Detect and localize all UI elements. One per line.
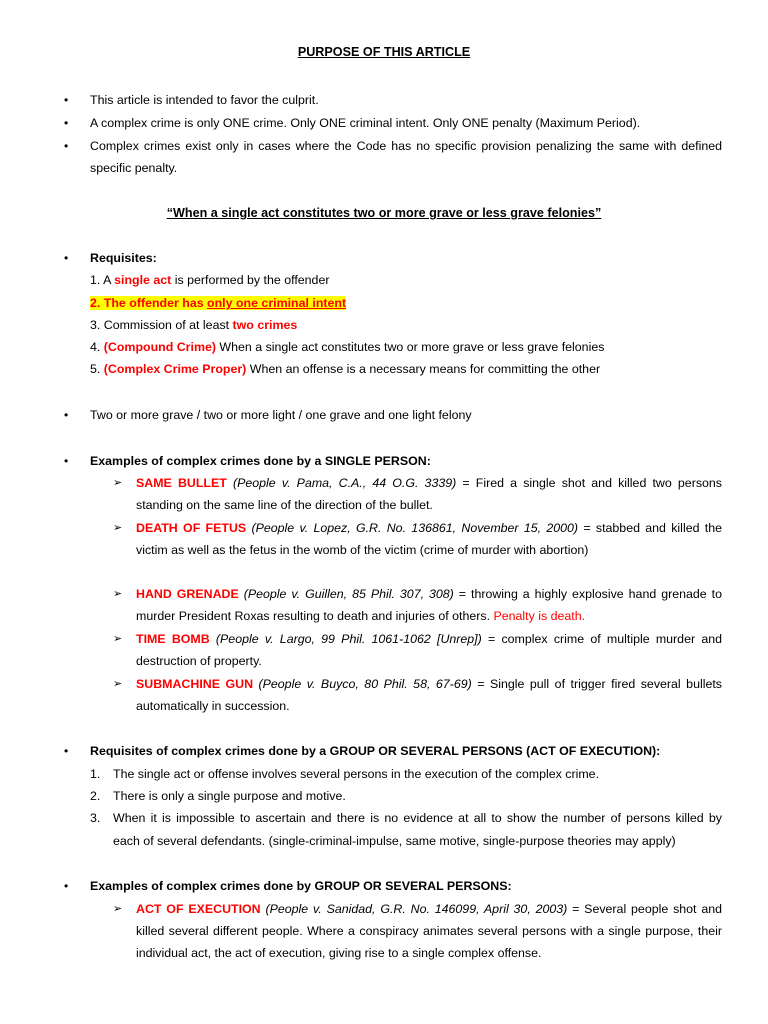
example-time-bomb-cont: destruction of property. xyxy=(136,654,262,668)
example-hand-grenade-cont: murder President Roxas resulting to death and injuries of others. Penalty is death. xyxy=(136,609,586,623)
arrow-bullet-icon: ➢ xyxy=(113,588,123,600)
bullet-icon: • xyxy=(64,139,69,153)
group-requisite-3-cont: each of several defendants. (single-criminal-impulse, same motive, single-purpose theories may apply) xyxy=(113,834,676,848)
list-number: 3. xyxy=(90,811,101,825)
section-subtitle: “When a single act constitutes two or more grave or less grave felonies” xyxy=(166,206,602,220)
group-requisite-1: The single act or offense involves several persons in the execution of the complex crime. xyxy=(113,767,600,781)
list-number: 1. xyxy=(90,767,101,781)
article-title: PURPOSE OF THIS ARTICLE xyxy=(297,45,471,59)
arrow-bullet-icon: ➢ xyxy=(113,633,123,645)
bullet-icon: • xyxy=(64,116,69,130)
felony-types-line: Two or more grave / two or more light / one grave and one light felony xyxy=(90,408,472,422)
arrow-bullet-icon: ➢ xyxy=(113,903,123,915)
arrow-bullet-icon: ➢ xyxy=(113,477,123,489)
example-same-bullet: SAME BULLET (People v. Pama, C.A., 44 O.G. 3339) = Fired a single shot and killed two persons xyxy=(136,476,722,490)
example-submachine-gun-cont: automatically in succession. xyxy=(136,699,290,713)
purpose-bullet-3-cont: specific penalty. xyxy=(90,161,178,175)
example-hand-grenade: HAND GRENADE (People v. Guillen, 85 Phil. 307, 308) = throwing a highly explosive hand grenade to xyxy=(136,587,722,601)
requisite-5: 5. (Complex Crime Proper) When an offense is a necessary means for committing the other xyxy=(90,362,601,376)
requisite-5-highlight: (Complex Crime Proper) xyxy=(103,362,247,376)
requisite-3-highlight: two crimes xyxy=(232,318,298,332)
requisite-2-highlight: 2. The offender has only one criminal intent xyxy=(90,296,347,310)
requisites-heading: Requisites: xyxy=(90,251,157,265)
requisite-1: 1. A single act is performed by the offender xyxy=(90,273,330,287)
purpose-bullet-1: This article is intended to favor the culprit. xyxy=(90,93,319,107)
bullet-icon: • xyxy=(64,879,69,893)
bullet-icon: • xyxy=(64,251,69,265)
example-act-of-execution-cont-2: individual act, the act of execution, giving rise to a single complex offense. xyxy=(136,946,542,960)
requisite-2 xyxy=(90,295,346,311)
group-requisite-2: There is only a single purpose and motive. xyxy=(113,789,346,803)
bullet-icon: • xyxy=(64,744,69,758)
group-requisites-heading: Requisites of complex crimes done by a GROUP OR SEVERAL PERSONS (ACT OF EXECUTION): xyxy=(90,744,661,758)
bullet-icon: • xyxy=(64,454,69,468)
arrow-bullet-icon: ➢ xyxy=(113,678,123,690)
example-act-of-execution: ACT OF EXECUTION (People v. Sanidad, G.R. No. 146099, April 30, 2003) = Several people shot and xyxy=(136,902,723,916)
requisite-4: 4. (Compound Crime) When a single act constitutes two or more grave or less grave felonies xyxy=(90,340,605,354)
arrow-bullet-icon: ➢ xyxy=(113,522,123,534)
requisite-2-underlined: only one criminal intent xyxy=(207,296,347,310)
purpose-bullet-3: Complex crimes exist only in cases where the Code has no specific provision penalizing the same with defined xyxy=(90,139,722,153)
single-person-heading: Examples of complex crimes done by a SINGLE PERSON: xyxy=(90,454,431,468)
penalty-note: Penalty is death. xyxy=(493,609,586,623)
example-death-of-fetus: DEATH OF FETUS (People v. Lopez, G.R. No. 136861, November 15, 2000) = stabbed and killed the xyxy=(136,521,722,535)
example-same-bullet-cont: standing on the same line of the direction of the bullet. xyxy=(136,498,433,512)
requisite-4-highlight: (Compound Crime) xyxy=(103,340,216,354)
bullet-icon: • xyxy=(64,93,69,107)
list-number: 2. xyxy=(90,789,101,803)
requisite-1-highlight: single act xyxy=(114,273,172,287)
example-act-of-execution-cont-1: killed several different people. Where a conspiracy animates several persons with a single purpose, their xyxy=(136,924,722,938)
group-examples-heading: Examples of complex crimes done by GROUP OR SEVERAL PERSONS: xyxy=(90,879,512,893)
example-submachine-gun: SUBMACHINE GUN (People v. Buyco, 80 Phil. 58, 67-69) = Single pull of trigger fired several bullets xyxy=(136,677,722,691)
requisite-3: 3. Commission of at least two crimes xyxy=(90,318,298,332)
example-death-of-fetus-cont: victim as well as the fetus in the womb of the victim (crime of murder with abortion) xyxy=(136,543,589,557)
example-time-bomb: TIME BOMB (People v. Largo, 99 Phil. 1061-1062 [Unrep]) = complex crime of multiple murder and xyxy=(136,632,722,646)
group-requisite-3: When it is impossible to ascertain and there is no evidence at all to show the number of persons killed by xyxy=(113,811,722,825)
bullet-icon: • xyxy=(64,408,69,422)
purpose-bullet-2: A complex crime is only ONE crime. Only ONE criminal intent. Only ONE penalty (Maximum Period). xyxy=(90,116,641,130)
